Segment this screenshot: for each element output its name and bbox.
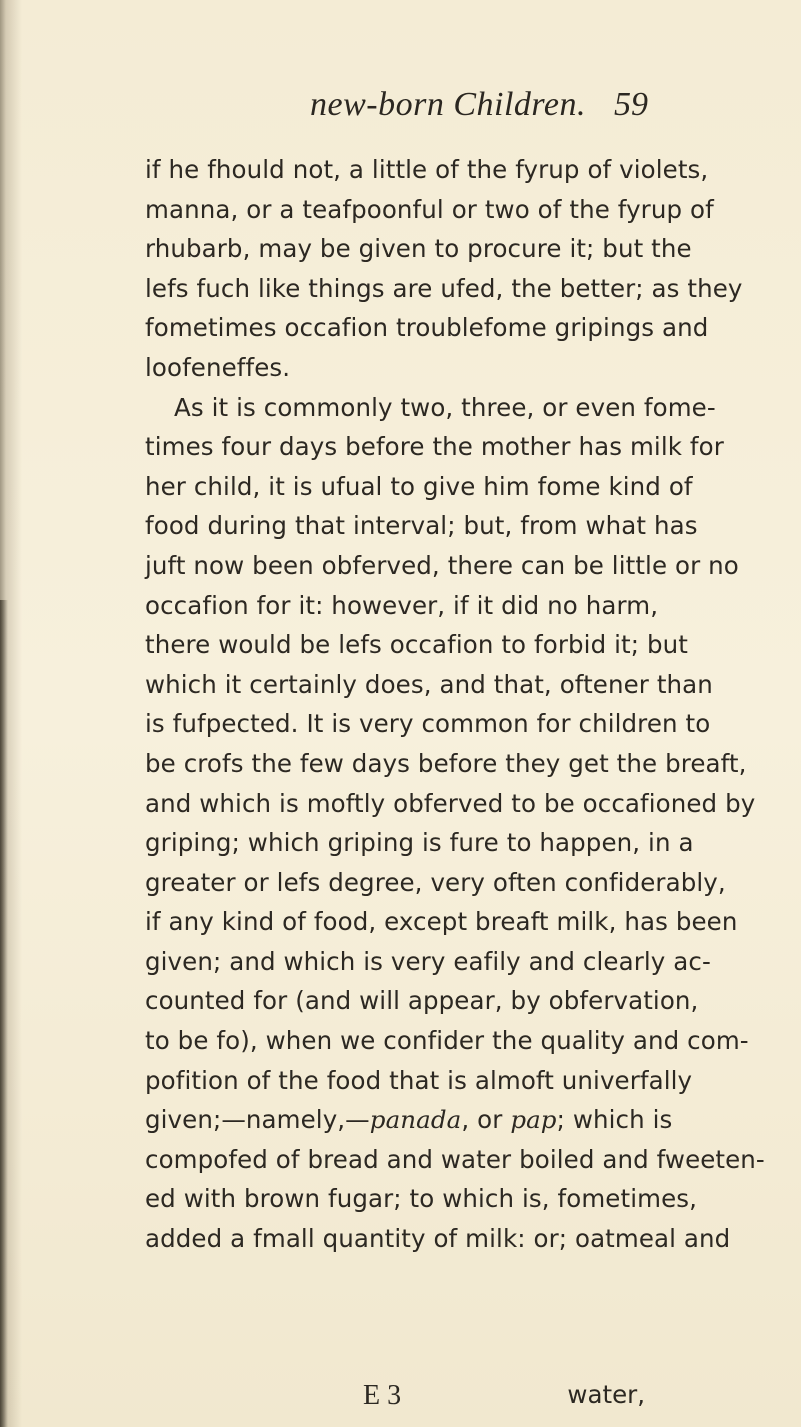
text-line: if any kind of food, except breaft milk, has been (145, 907, 738, 937)
text-line: fometimes occafion troublefome gripings and (145, 313, 709, 343)
text-line: times four days before the mother has milk for (145, 432, 724, 462)
running-title: new-born Children. (310, 86, 586, 123)
text-line: compofed of bread and water boiled and fweeten- (145, 1144, 765, 1174)
text-line: is fufpected. It is very common for children to (145, 709, 711, 739)
text-line: counted for (and will appear, by obfervation, (145, 986, 699, 1016)
text-line: ed with brown fugar; to which is, fometimes, (145, 1184, 697, 1214)
text-line: be crofs the few days before they get the breaft, (145, 748, 747, 778)
text-line: and which is moftly obferved to be occafioned by (145, 788, 756, 818)
catchline (145, 1380, 645, 1420)
text-line: pofition of the food that is almoft univerfally (145, 1065, 693, 1095)
text-line: if he fhould not, a little of the fyrup of violets, (145, 155, 709, 184)
text-line: there would be lefs occafion to forbid it; but (145, 630, 688, 660)
running-head (0, 86, 801, 136)
text-line: rhubarb, may be given to procure it; but the (145, 234, 692, 264)
text-line: given;—namely,—panada, or pap; which is (145, 1105, 673, 1135)
text-line: her child, it is ufual to give him fome kind of (145, 471, 693, 501)
catchword: water, (567, 1380, 645, 1409)
text-line: added a fmall quantity of milk: or; oatmeal and (145, 1224, 731, 1254)
text-line: to be fo), when we confider the quality and com- (145, 1026, 749, 1056)
page-number: 59 (614, 86, 648, 123)
text-line: which it certainly does, and that, oftener than (145, 669, 713, 699)
signature-mark: E 3 (363, 1380, 402, 1411)
text-line: occafion for it: however, if it did no harm, (145, 590, 659, 620)
text-line: juft now been obferved, there can be little or no (145, 550, 739, 580)
italic-word: panada (369, 1105, 462, 1135)
body-text (145, 150, 765, 1259)
text-line: manna, or a teafpoonful or two of the fyrup of (145, 194, 714, 224)
text-line: food during that interval; but, from what has (145, 511, 698, 541)
text-line: griping; which griping is fure to happen, in a (145, 828, 694, 858)
text-line: As it is commonly two, three, or even fome- (174, 392, 716, 422)
text-line: greater or lefs degree, very often confiderably, (145, 867, 726, 897)
binding-shadow (0, 600, 8, 1427)
text-line: loofeneffes. (145, 352, 291, 382)
text-line: lefs fuch like things are ufed, the better; as they (145, 273, 743, 303)
text-line: given; and which is very eafily and clearly ac- (145, 946, 711, 976)
italic-word: pap (510, 1105, 557, 1135)
